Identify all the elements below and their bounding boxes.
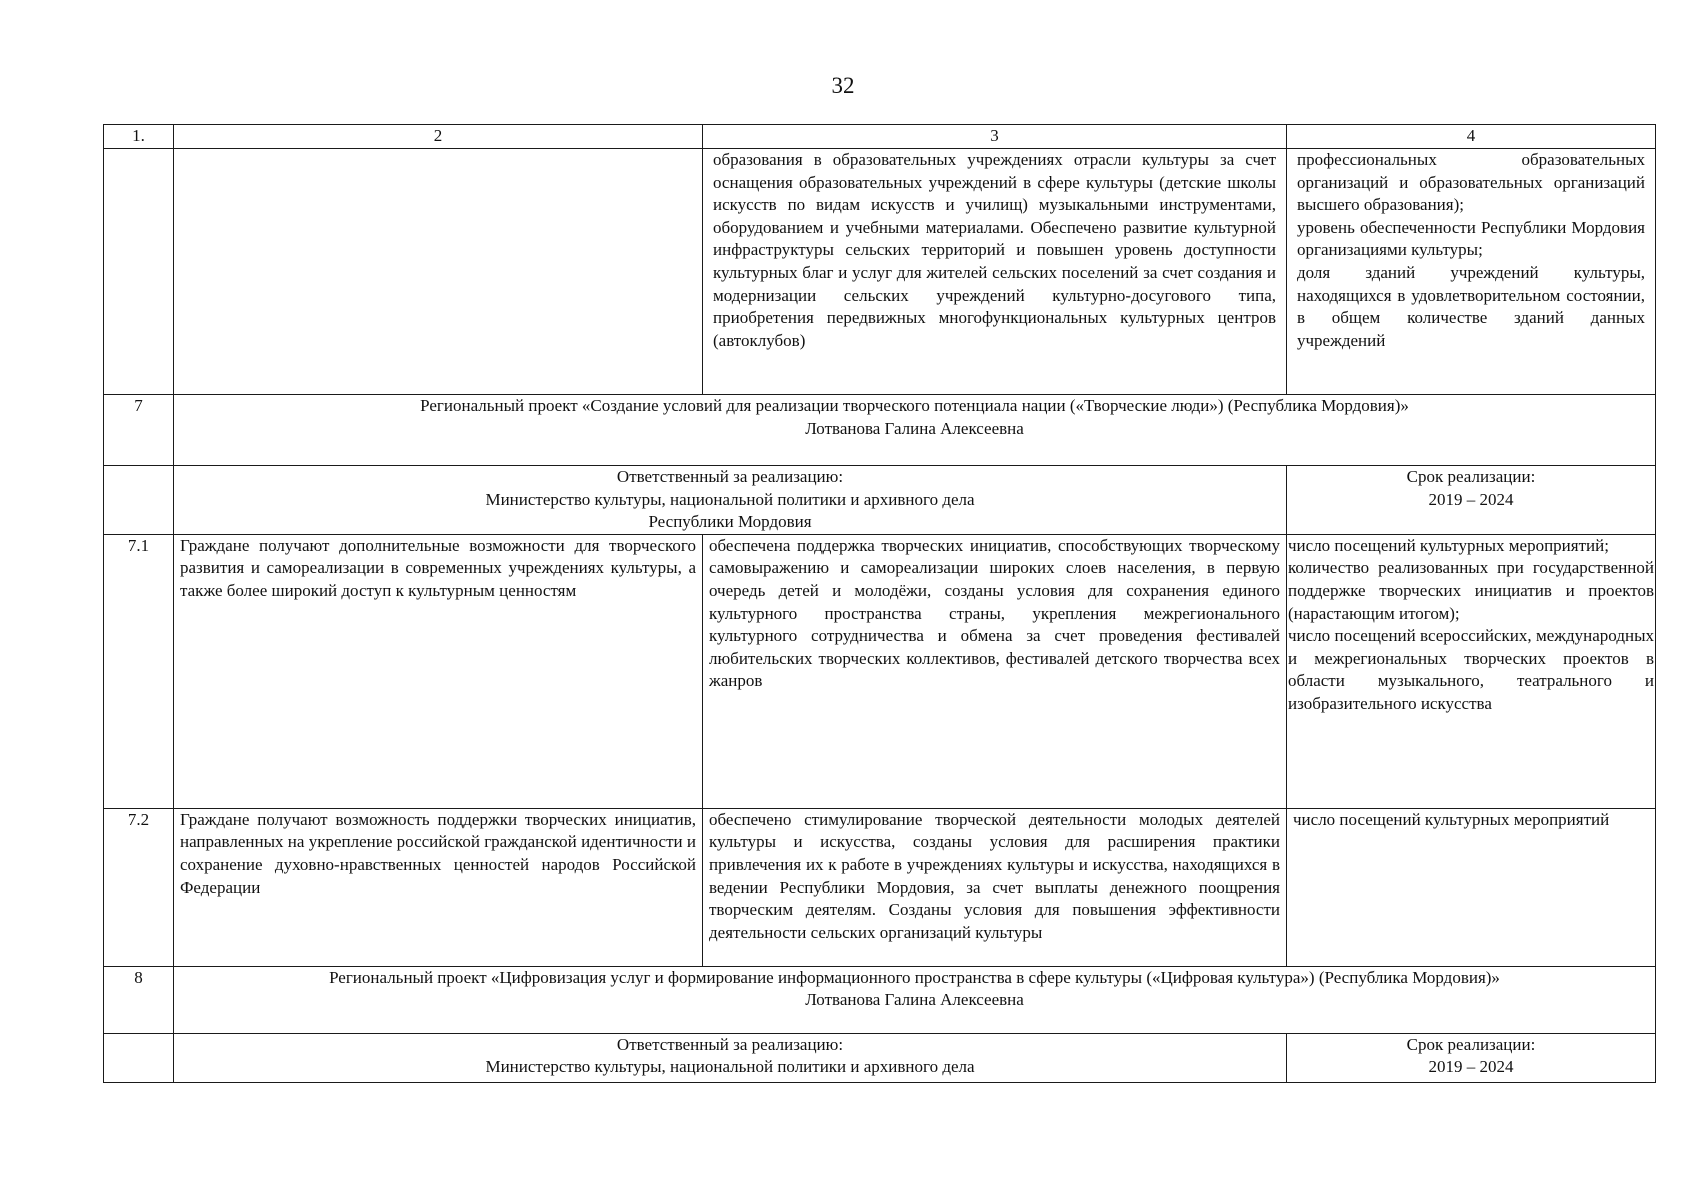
project-7-responsible-cell [174,466,1287,535]
continuation-result-cell: образования в образовательных учреждениях отрасли культуры за счет оснащения образовательных учреждений в сфере культуры (детские школы искусств по видам искусств и училищ) музыкальными инструментами, оборудованием и учебными материалами. Обеспечено развитие культурной инфраструктуры сельских территорий и повышен уровень доступности культурных благ и услуг для жителей сельских поселений за счет создания и модернизации сельских учреждений культурно-досугового типа, приобретения передвижных многофункциональных культурных центров (автоклубов) [703,149,1287,395]
project-7-person: Лотванова Галина Алексеевна [805,418,1024,438]
project-8-title: Региональный проект «Цифровизация услуг и формирование информационного пространства в сфере культуры («Цифровая культура») (Республика Мордовия)» [329,967,1500,987]
project-7-title-cell [174,395,1656,466]
row-7-2-result-cell: обеспечено стимулирование творческой деятельности молодых деятелей культуры и искусства, созданы условия для расширения практики привлечения их к работе в учреждениях культуры и искусства, находящихся в ведении Республики Мордовия, за счет выплаты денежного поощрения творческим деятелям. Созданы условия для повышения эффективности деятельности сельских организаций культуры [703,808,1287,966]
header-col-3: 3 [703,125,1287,149]
project-8-person: Лотванова Галина Алексеевна [805,990,1024,1010]
responsible-ministry: Министерство культуры, национальной политики и архивного дела [485,489,975,509]
header-col-4: 4 [1287,125,1656,149]
row-7-2-number: 7.2 [104,808,174,966]
responsible-region: Республики Мордовия [648,512,812,532]
header-col-1: 1. [104,125,174,149]
term-label: Срок реализации: [1406,1034,1536,1054]
row-7-1-indicator-cell: число посещений культурных мероприятий; количество реализованных при государственной поддержке творческих инициатив и проектов (нарастающим итогом); число посещений всероссийских, международных и межрегиональных творческих проектов в области музыкального, театрального и изобразительного искусства [1287,534,1656,808]
continuation-number-cell [104,149,174,395]
row-7-2-indicator-cell: число посещений культурных мероприятий [1287,808,1656,966]
table-row-7-2 [104,808,1656,966]
project-8-title-row [104,966,1656,1033]
table-header-row [104,125,1656,149]
project-8-term-cell [1287,1033,1656,1082]
table-row-7-1 [104,534,1656,808]
program-table [103,124,1656,1083]
responsible-label: Ответственный за реализацию: [616,1034,844,1054]
project-8-responsible-cell [174,1033,1287,1082]
project-7-empty-cell [104,466,174,535]
row-7-2-task-cell: Граждане получают возможность поддержки творческих инициатив, направленных на укрепление российской гражданской идентичности и сохранение духовно-нравственных ценностей народов Российской Федерации [174,808,703,966]
project-8-number: 8 [104,966,174,1033]
header-col-2: 2 [174,125,703,149]
term-value: 2019 – 2024 [1428,1057,1514,1077]
project-8-empty-cell [104,1033,174,1082]
responsible-ministry: Министерство культуры, национальной политики и архивного дела [485,1057,975,1077]
continuation-indicator-cell: профессиональных образовательных организаций и образовательных организаций высшего образования); уровень обеспеченности Республики Мордовия организациями культуры; доля зданий учреждений культуры, находящихся в удовлетворительном состоянии, в общем количестве зданий данных учреждений [1287,149,1656,395]
row-7-1-number: 7.1 [104,534,174,808]
term-value: 2019 – 2024 [1428,489,1514,509]
table-row-continuation [104,149,1656,395]
continuation-col2-cell [174,149,703,395]
project-7-number: 7 [104,395,174,466]
project-8-responsible-row [104,1033,1656,1082]
project-7-title: Региональный проект «Создание условий для реализации творческого потенциала нации («Творческие люди») (Республика Мордовия)» [420,396,1409,415]
project-7-responsible-row [104,466,1656,535]
row-7-1-result-cell: обеспечена поддержка творческих инициатив, способствующих творческому самовыражению и самореализации широких слоев населения, в первую очередь детей и молодёжи, созданы условия для сохранения единого культурного пространства страны, укрепления межрегионального культурного сотрудничества и обмена за счет проведения фестивалей любительских творческих коллективов, фестивалей детского творчества всех жанров [703,534,1287,808]
project-8-title-cell [174,966,1656,1033]
project-7-term-cell [1287,466,1656,535]
responsible-label: Ответственный за реализацию: [616,467,844,486]
page-number: 32 [831,73,855,98]
row-7-1-task-cell: Граждане получают дополнительные возможности для творческого развития и самореализации в современных учреждениях культуры, а также более широкий доступ к культурным ценностям [174,534,703,808]
project-7-title-row [104,395,1656,466]
term-label: Срок реализации: [1406,467,1536,486]
